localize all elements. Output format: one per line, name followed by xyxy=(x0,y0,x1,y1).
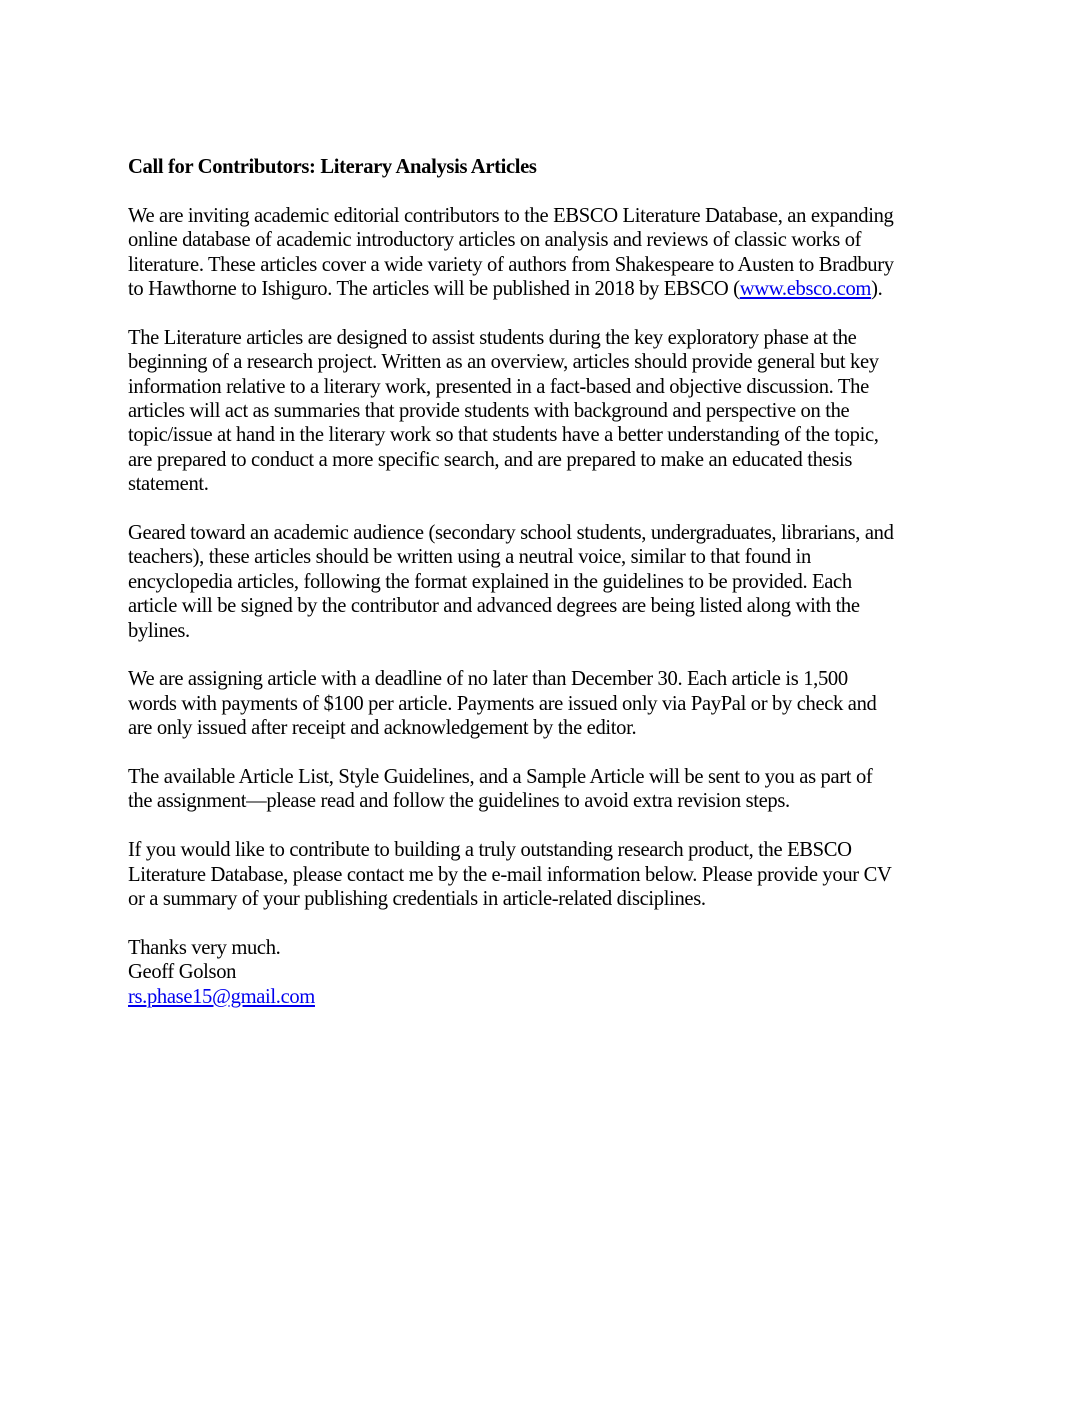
text-line: We are assigning article with a deadline of no later than December 30. Each article is 1,500 xyxy=(128,668,848,691)
text-line: Literature Database, please contact me by the e-mail information below. Please provide your CV xyxy=(128,863,892,886)
text-line: The Literature articles are designed to assist students during the key exploratory phase at the xyxy=(128,326,857,349)
text-line-with-link xyxy=(128,277,988,301)
text-line: article will be signed by the contributor and advanced degrees are being listed along with the xyxy=(128,595,860,618)
document-page xyxy=(128,155,988,1009)
paragraph-audience xyxy=(128,521,988,643)
text-segment: ). xyxy=(871,278,883,301)
text-line: bylines. xyxy=(128,619,190,642)
text-line: topic/issue at hand in the literary work so that students have a better understanding of the topic, xyxy=(128,424,879,447)
text-line: online database of academic introductory articles on analysis and reviews of classic works of xyxy=(128,229,862,252)
text-line: or a summary of your publishing credentials in article-related disciplines. xyxy=(128,888,706,911)
document-title: Call for Contributors: Literary Analysis Articles xyxy=(128,156,537,178)
ebsco-website-link[interactable]: www.ebsco.com xyxy=(739,278,872,301)
text-line: are only issued after receipt and acknowledgement by the editor. xyxy=(128,717,637,740)
text-line: information relative to a literary work, presented in a fact-based and objective discussion. The xyxy=(128,375,869,398)
text-line: The available Article List, Style Guidelines, and a Sample Article will be sent to you as part of xyxy=(128,766,873,789)
author-name: Geoff Golson xyxy=(128,961,237,984)
text-segment: to Hawthorne to Ishiguro. The articles will be published in 2018 by EBSCO ( xyxy=(128,278,740,301)
email-link[interactable]: rs.phase15@gmail.com xyxy=(128,985,315,1008)
text-line: teachers), these articles should be written using a neutral voice, similar to that found in xyxy=(128,546,811,569)
text-line: We are inviting academic editorial contributors to the EBSCO Literature Database, an expanding xyxy=(128,204,894,227)
closing-text: Thanks very much. xyxy=(128,936,281,959)
text-line: the assignment—please read and follow the guidelines to avoid extra revision steps. xyxy=(128,790,790,813)
paragraph-intro xyxy=(128,204,988,302)
text-line: words with payments of $100 per article. Payments are issued only via PayPal or by check and xyxy=(128,692,877,715)
text-line: statement. xyxy=(128,473,209,496)
paragraph-deadline-payment xyxy=(128,667,988,740)
paragraph-contact xyxy=(128,838,988,911)
text-line: are prepared to conduct a more specific search, and are prepared to make an educated thesis xyxy=(128,448,853,471)
text-line: literature. These articles cover a wide variety of authors from Shakespeare to Austen to Bradbury xyxy=(128,253,894,276)
text-line: If you would like to contribute to building a truly outstanding research product, the EBSCO xyxy=(128,839,852,862)
text-line: encyclopedia articles, following the format explained in the guidelines to be provided. Each xyxy=(128,570,852,593)
email-line xyxy=(128,985,988,1009)
paragraph-purpose xyxy=(128,326,988,497)
text-line: Geared toward an academic audience (secondary school students, undergraduates, librarians, and xyxy=(128,522,894,545)
text-line: articles will act as summaries that provide students with background and perspective on the xyxy=(128,400,850,423)
signature-block xyxy=(128,936,988,1009)
paragraph-materials xyxy=(128,765,988,814)
text-line: beginning of a research project. Written as an overview, articles should provide general but key xyxy=(128,351,879,374)
